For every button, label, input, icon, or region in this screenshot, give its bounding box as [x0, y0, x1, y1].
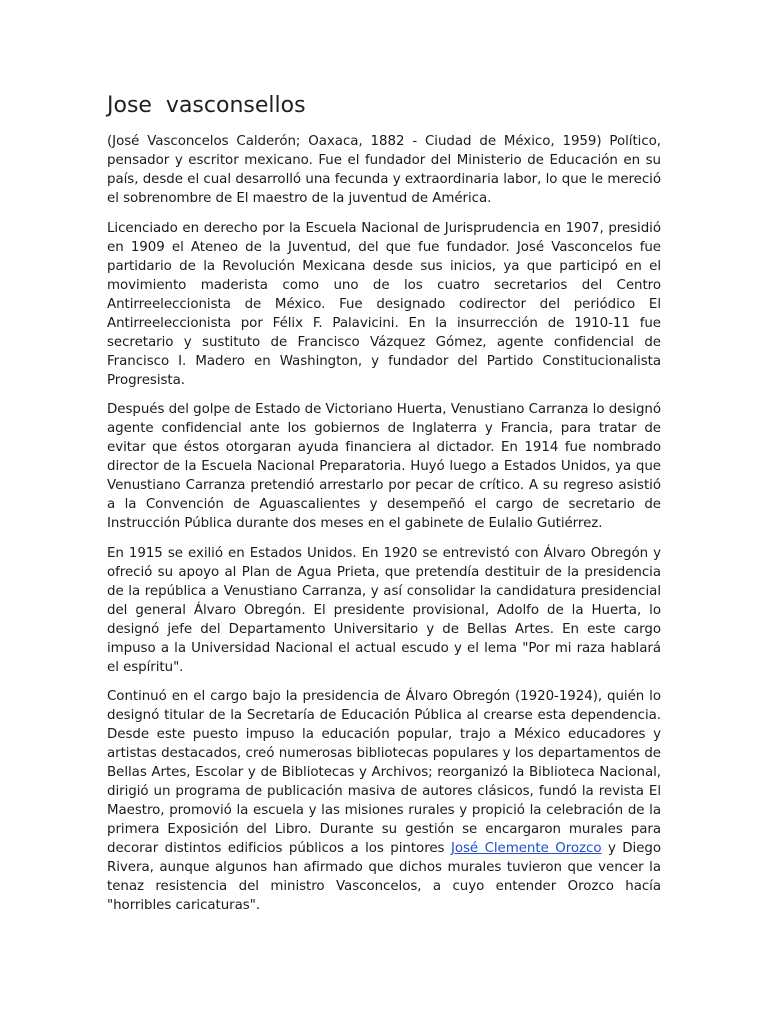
paragraph-education: Licenciado en derecho por la Escuela Nacional de Jurisprudencia en 1907, presidió en 1909 el Ateneo de la Juventud, del que fue fundador. José Vasconcelos fue partidario de la Revolución Mexicana desde sus inicios, ya que participó en el movimiento maderista como uno de los cuatro secretarios del Centro Antirreeleccionista de México. Fue designado codirector del periódico El Antirreeleccionista por Félix F. Palavicini. En la insurrección de 1910-11 fue secretario y sustituto de Francisco Vázquez Gómez, agente confidencial de Francisco I. Madero en Washington, y fundador del Partido Constitucionalista Progresista. — [107, 220, 661, 388]
document-page — [107, 90, 661, 926]
paragraph-huerta: Después del golpe de Estado de Victoriano Huerta, Venustiano Carranza lo designó agente confidencial ante los gobiernos de Inglaterra y Francia, para tratar de evitar que éstos otorgaran ayuda financiera al dictador. En 1914 fue nombrado director de la Escuela Nacional Preparatoria. Huyó luego a Estados Unidos, ya que Venustiano Carranza pretendió arrestarlo por pecar de crítico. A su regreso asistió a la Convención de Aguascalientes y desempeñó el cargo de secretario de Instrucción Pública durante dos meses en el gabinete de Eulalio Gutiérrez. — [107, 402, 661, 531]
paragraph-ministry-text-after: y Diego Rivera, aunque algunos han afirmado que dichos murales tuvieron que vencer la tenaz resistencia del ministro Vasconcelos, a cuyo entender Orozco hacía "horribles caricaturas". — [107, 841, 662, 913]
paragraph-ministry — [107, 687, 661, 915]
paragraph-ministry-text-before: Continuó en el cargo bajo la presidencia de Álvaro Obregón (1920-1924), quién lo designó titular de la Secretaría de Educación Pública al crearse esta dependencia. Desde este puesto impuso la educación popular, trajo a México educadores y artistas destacados, creó numerosas bibliotecas populares y los departamentos de Bellas Artes, Escolar y de Bibliotecas y Archivos; reorganizó la Biblioteca Nacional, dirigió un programa de publicación masiva de autores clásicos, fundó la revista El Maestro, promovió la escuela y las misiones rurales y propició la celebración de la primera Exposición del Libro. Durante su gestión se encargaron murales para decorar distintos edificios públicos a los pintores — [107, 689, 661, 856]
paragraph-exile: En 1915 se exilió en Estados Unidos. En 1920 se entrevistó con Álvaro Obregón y ofreció su apoyo al Plan de Agua Prieta, que pretendía destituir de la presidencia de la república a Venustiano Carranza, y así consolidar la candidatura presidencial del general Álvaro Obregón. El presidente provisional, Adolfo de la Huerta, lo designó jefe del Departamento Universitario y de Bellas Artes. En este cargo impuso a la Universidad Nacional el actual escudo y el lema "Por mi raza hablará el espíritu". — [107, 545, 661, 675]
orozco-link[interactable]: José Clemente Orozco — [450, 841, 602, 856]
paragraph-intro: (José Vasconcelos Calderón; Oaxaca, 1882 - Ciudad de México, 1959) Político, pensador y escritor mexicano. Fue el fundador del Ministerio de Educación en su país, desde el cual desarrolló una fecunda y extraordinaria labor, lo que le mereció el sobrenombre de El maestro de la juventud de América. — [107, 134, 661, 206]
document-title: Jose vasconsellos — [107, 93, 306, 118]
